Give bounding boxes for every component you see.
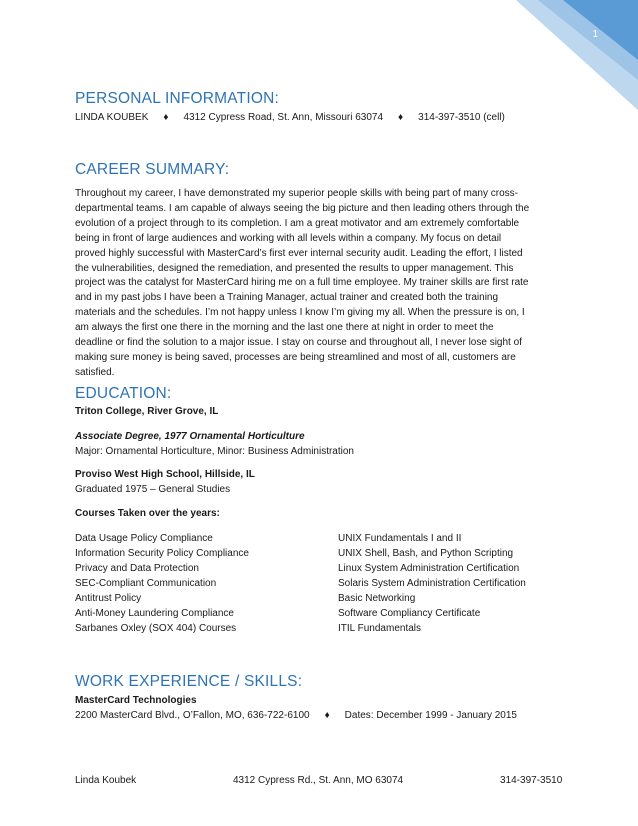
list-item: UNIX Fundamentals I and II [338, 533, 462, 544]
list-item: SEC-Compliant Communication [75, 578, 217, 589]
footer-phone: 314-397-3510 [500, 775, 563, 786]
college-name: Triton College, River Grove, IL [75, 406, 219, 417]
graduation-info: Graduated 1975 – General Studies [75, 484, 231, 495]
contact-line [75, 110, 505, 125]
list-item: Solaris System Administration Certification [338, 578, 526, 589]
degree: Associate Degree, 1977 Ornamental Horticulture [75, 431, 305, 442]
list-item: Software Compliancy Certificate [338, 608, 481, 619]
summary-line: being in front of large audiences and working with all levels within a company. My focus on detail [75, 232, 502, 244]
address: 4312 Cypress Road, St. Ann, Missouri 63074 [183, 112, 384, 123]
summary-line: Throughout my career, I have demonstrated my superior people skills with being part of many cross- [75, 188, 518, 199]
summary-line: the vulnerabilities, designed the remediation, and presented the results to upper management. This [75, 262, 514, 274]
summary-line: making sure money is being saved, processes are being streamlined and most of all, customers are [75, 351, 516, 363]
name: LINDA KOUBEK [75, 112, 149, 123]
phone: 314-397-3510 (cell) [418, 112, 505, 123]
company-name: MasterCard Technologies [75, 695, 197, 706]
list-item: Anti-Money Laundering Compliance [75, 608, 234, 619]
list-item: Information Security Policy Compliance [75, 548, 249, 559]
list-item: Linux System Administration Certification [338, 563, 520, 574]
summary-line: departmental teams. I am capable of always seeing the big picture and then leading others through the [75, 202, 530, 214]
courses-list-right [338, 531, 526, 636]
list-item: Privacy and Data Protection [75, 563, 199, 574]
diamond-icon: ♦ [324, 710, 330, 721]
list-item: Antitrust Policy [75, 593, 142, 604]
courses-label: Courses Taken over the years: [75, 508, 220, 519]
personal-info-heading: PERSONAL INFORMATION: [75, 90, 279, 107]
summary-line: satisfied. [75, 366, 115, 378]
list-item: Data Usage Policy Compliance [75, 533, 213, 544]
list-item: Basic Networking [338, 593, 416, 604]
list-item: ITIL Fundamentals [338, 623, 422, 634]
summary-line: evolution of a project through to its completion. I am a great motivator and am extremely comfortable [75, 217, 520, 229]
high-school-name: Proviso West High School, Hillside, IL [75, 469, 255, 480]
major-minor: Major: Ornamental Horticulture, Minor: Business Administration [75, 446, 354, 457]
diamond-icon: ♦ [398, 112, 404, 123]
company-address: 2200 MasterCard Blvd., O’Fallon, MO, 636-722-6100 [75, 710, 310, 721]
summary-line: and in my past jobs I have been a Training Manager, actual trainer and created both the training [75, 292, 499, 304]
page-number: 1 [592, 29, 598, 40]
career-summary-heading: CAREER SUMMARY: [75, 161, 230, 178]
company-line [75, 708, 517, 723]
education-heading: EDUCATION: [75, 385, 172, 402]
summary-line: deadline or find the solution to a major issue. I stay on course and throughout all, I never lose sight of [75, 337, 522, 349]
summary-line: materials and the schedules. I’m not happy unless I know I’m giving my all. When the pressure is on, I [75, 307, 525, 319]
list-item: Sarbanes Oxley (SOX 404) Courses [75, 623, 237, 634]
footer-address: 4312 Cypress Rd., St. Ann, MO 63074 [233, 775, 404, 786]
summary-line: project was the catalyst for MasterCard hiring me on a full time employee. My trainer skills are first rate [75, 277, 529, 289]
career-summary-text [75, 187, 565, 381]
footer-name: Linda Koubek [75, 775, 137, 786]
work-experience-heading: WORK EXPERIENCE / SKILLS: [75, 673, 303, 690]
list-item: UNIX Shell, Bash, and Python Scripting [338, 548, 514, 559]
summary-line: proved highly successful with MasterCard’s first ever internal security audit. Leading the effort, I listed [75, 247, 523, 259]
diamond-icon: ♦ [163, 112, 169, 123]
summary-line: am always the first one there in the morning and the last one there at night in order to meet the [75, 322, 494, 334]
courses-list-left [75, 531, 249, 636]
employment-dates: Dates: December 1999 - January 2015 [344, 710, 517, 721]
corner-decoration [508, 0, 638, 110]
